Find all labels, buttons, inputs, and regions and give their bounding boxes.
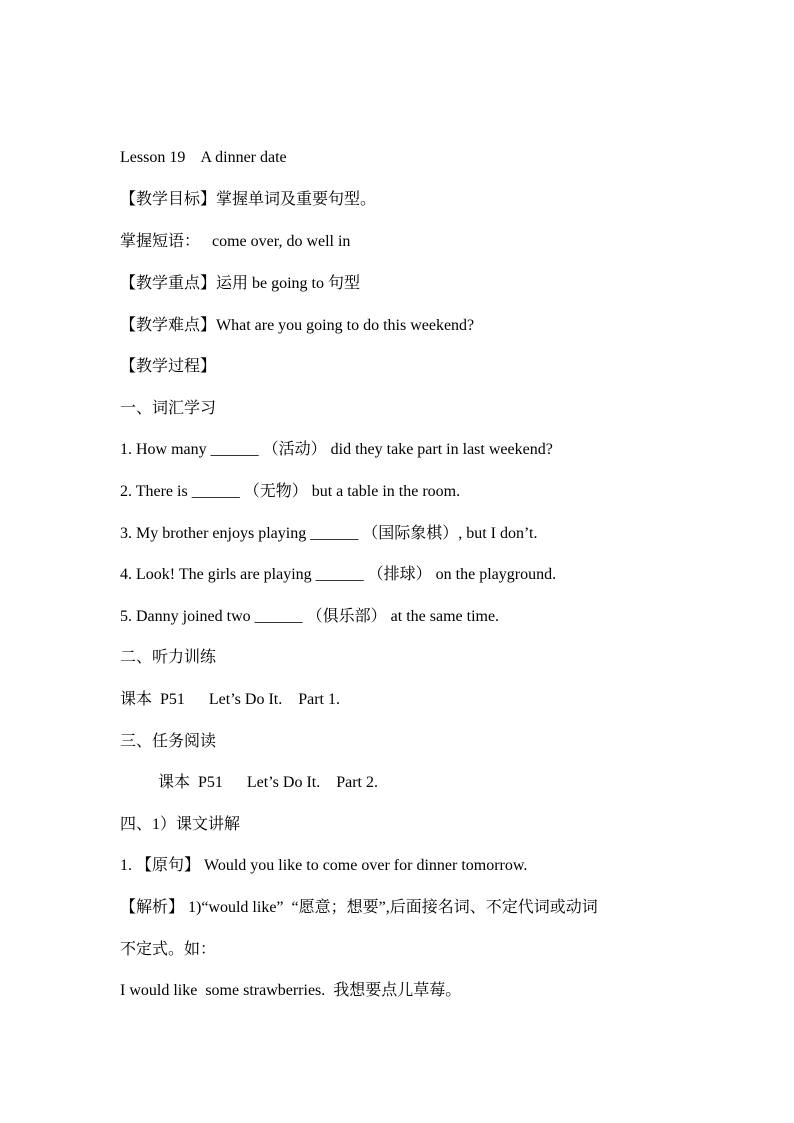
teaching-objective: 【教学目标】掌握单词及重要句型。: [120, 191, 377, 208]
analysis-line: 【解析】 1)“would like” “愿意；想要”,后面接名词、不定代词或动词: [120, 899, 598, 916]
vocab-exercise-5: 5. Danny joined two ______ （俱乐部） at the same time.: [120, 608, 500, 625]
reading-reference: 课本 P51 Let’s Do It. Part 2.: [158, 774, 378, 791]
vocab-exercise-2: 2. There is ______ （无物） but a table in the room.: [120, 483, 461, 500]
section-reading-heading: 三、任务阅读: [120, 733, 217, 750]
section-vocabulary-heading: 一、词汇学习: [120, 400, 217, 417]
section-listening-heading: 二、听力训练: [120, 649, 217, 666]
lesson-title: Lesson 19 A dinner date: [120, 149, 287, 166]
section-text-explanation-heading: 四、1）课文讲解: [120, 816, 241, 833]
vocab-exercise-1: 1. How many ______ （活动） did they take part in last weekend?: [120, 441, 553, 458]
analysis-continuation: 不定式。如：: [120, 941, 217, 958]
original-sentence: 1. 【原句】 Would you like to come over for dinner tomorrow.: [120, 857, 528, 874]
example-sentence: I would like some strawberries. 我想要点儿草莓。: [120, 982, 462, 999]
phrases-line: 掌握短语： come over, do well in: [120, 233, 351, 250]
listening-reference: 课本 P51 Let’s Do It. Part 1.: [120, 691, 340, 708]
vocab-exercise-3: 3. My brother enjoys playing ______ （国际象棋）, but I don’t.: [120, 525, 538, 542]
teaching-process-heading: 【教学过程】: [120, 358, 217, 375]
teaching-key-point: 【教学重点】运用 be going to 句型: [120, 275, 360, 292]
vocab-exercise-4: 4. Look! The girls are playing ______ （排球） on the playground.: [120, 566, 557, 583]
teaching-difficulty: 【教学难点】What are you going to do this weekend?: [120, 317, 475, 334]
